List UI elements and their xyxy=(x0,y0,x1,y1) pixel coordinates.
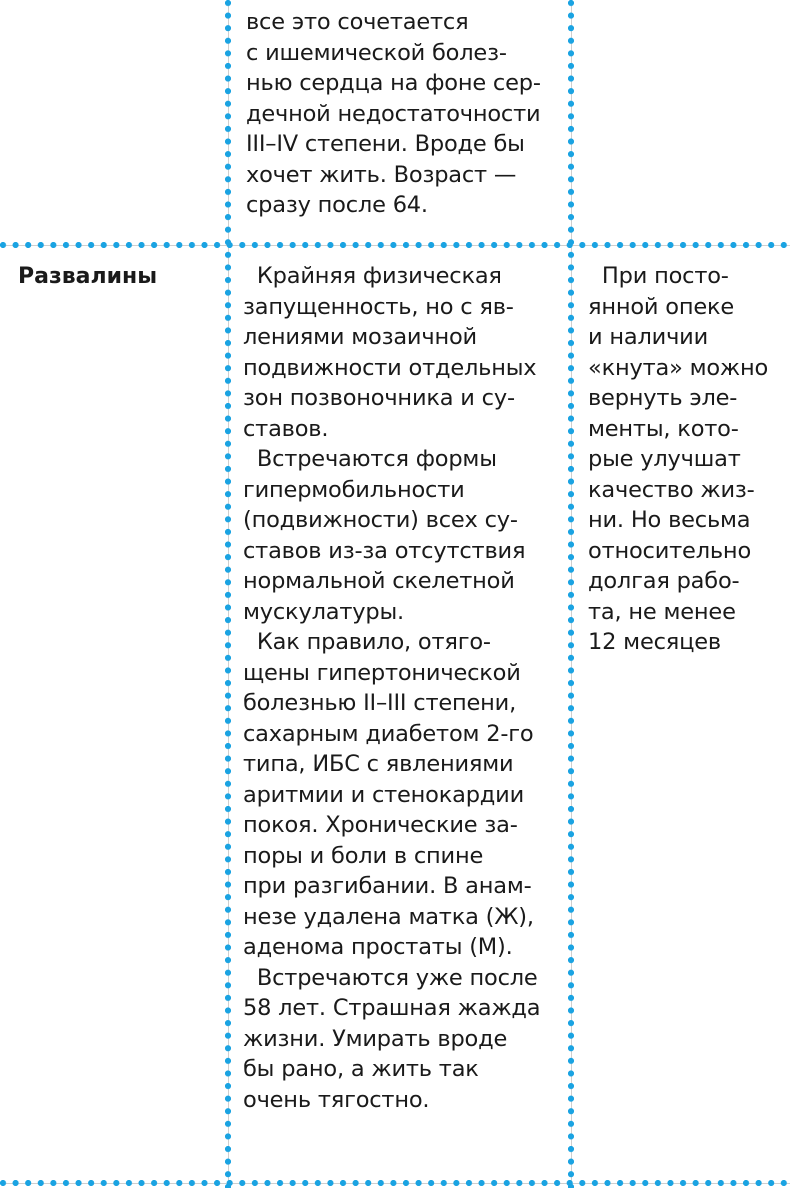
text-line: и наличии xyxy=(588,324,709,350)
text-line: (подвижности) всех су- xyxy=(243,507,518,533)
text-line: Встречаются формы xyxy=(243,446,497,472)
text-line: сахарным диабетом 2-го xyxy=(243,720,534,747)
text-line: 58 лет. Страшная жажда xyxy=(243,995,541,1021)
text-line: III–IV степени. Вроде бы xyxy=(246,131,525,157)
column-divider-1 xyxy=(225,0,231,1188)
text-line: качество жиз- xyxy=(588,476,755,503)
text-line: гипермобильности xyxy=(243,476,465,503)
text-line: болезнью II–III степени, xyxy=(243,690,517,716)
text-line: Встречаются уже после xyxy=(243,964,538,991)
row-label: Развалины xyxy=(18,264,158,289)
text-line: покоя. Хронические за- xyxy=(243,812,518,838)
text-line: бы рано, а жить так xyxy=(243,1056,479,1082)
text-line: с ишемической болез- xyxy=(246,39,507,66)
text-line: «кнута» можно xyxy=(588,354,769,381)
row-prognosis xyxy=(588,261,768,658)
text-line: та, не менее xyxy=(588,598,736,625)
text-line: аденома простаты (М). xyxy=(243,934,513,960)
text-line: вернуть эле- xyxy=(588,385,738,411)
text-line: ставов из-за отсутствия xyxy=(243,537,526,564)
text-line: щены гипертонической xyxy=(243,659,521,686)
text-line: запущенность, но с яв- xyxy=(243,293,514,320)
text-line: янной опеке xyxy=(588,293,735,320)
text-line: при разгибании. В анам- xyxy=(243,873,532,899)
text-line: Как правило, отяго- xyxy=(243,629,491,655)
text-line: 12 месяцев xyxy=(588,629,721,655)
top-row-description xyxy=(246,7,541,221)
column-divider-2 xyxy=(568,0,574,1188)
text-line: лениями мозаичной xyxy=(243,324,477,350)
text-line: дечной недостаточности xyxy=(246,100,541,127)
text-line: незе удалена матка (Ж), xyxy=(243,903,534,930)
row-divider xyxy=(0,242,790,248)
text-line: мускулатуры. xyxy=(243,598,404,625)
text-line: подвижности отдельных xyxy=(243,354,537,381)
text-line: относительно xyxy=(588,537,752,564)
text-line: аритмии и стенокардии xyxy=(243,781,525,808)
row-description xyxy=(243,261,540,1115)
text-line: нью сердца на фоне сер- xyxy=(246,70,541,96)
text-line: рые улучшат xyxy=(588,446,741,472)
text-line: жизни. Умирать вроде xyxy=(243,1025,508,1052)
text-line: нормальной скелетной xyxy=(243,568,515,594)
text-line: менты, кото- xyxy=(588,415,739,442)
text-line: При посто- xyxy=(588,263,729,289)
text-line: Крайняя физическая xyxy=(243,263,502,289)
text-line: ни. Но весьма xyxy=(588,507,751,533)
text-line: зон позвоночника и су- xyxy=(243,385,515,411)
table-bottom-border xyxy=(0,1180,790,1186)
text-line: сразу после 64. xyxy=(246,192,428,218)
text-line: типа, ИБС с явлениями xyxy=(243,751,514,777)
text-line: поры и боли в спине xyxy=(243,842,484,869)
text-line: долгая рабо- xyxy=(588,568,740,594)
text-line: ставов. xyxy=(243,415,329,442)
text-line: очень тягостно. xyxy=(243,1086,430,1113)
text-line: все это сочетается xyxy=(246,9,469,35)
text-line: хочет жить. Возраст — xyxy=(246,161,517,188)
